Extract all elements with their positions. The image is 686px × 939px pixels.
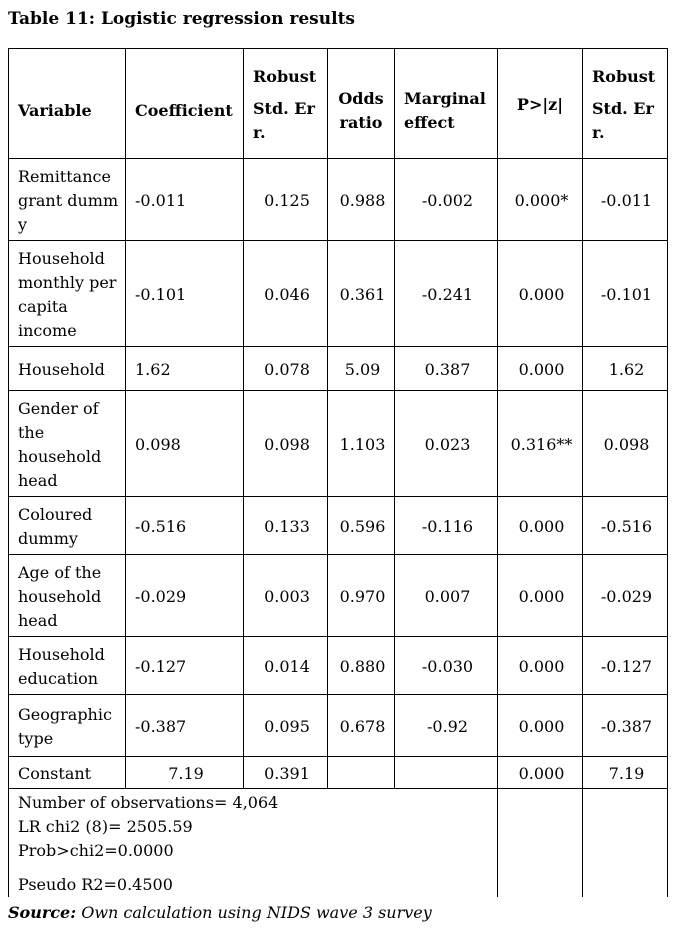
cell-p-value: 0.000 (498, 497, 583, 555)
cell-coefficient: -0.387 (126, 695, 244, 757)
footer-row (9, 789, 668, 898)
cell-robust-se-2: 1.62 (583, 347, 668, 391)
table-row (9, 555, 668, 637)
cell-coefficient: -0.127 (126, 637, 244, 695)
cell-p-value: 0.000* (498, 159, 583, 241)
pseudo-r2-stat: Pseudo R2=0.4500 (18, 875, 173, 894)
cell-marginal-effect: 0.387 (395, 347, 498, 391)
cell-odds-ratio: 0.970 (328, 555, 395, 637)
header-robust-se (244, 49, 328, 159)
cell-robust-se: 0.391 (244, 757, 328, 789)
cell-p-value: 0.316** (498, 391, 583, 497)
prob-chi2-stat: Prob>chi2=0.0000 (18, 841, 174, 860)
cell-robust-se-2: 0.098 (583, 391, 668, 497)
header-robust-se-line2: Std. Err. (253, 99, 315, 142)
cell-variable: Household (9, 347, 126, 391)
header-row (9, 49, 668, 159)
cell-coefficient: 7.19 (126, 757, 244, 789)
regression-table (8, 48, 668, 897)
source-label: Source: (8, 903, 77, 922)
cell-robust-se: 0.078 (244, 347, 328, 391)
cell-p-value: 0.000 (498, 637, 583, 695)
table-row (9, 241, 668, 347)
cell-robust-se: 0.014 (244, 637, 328, 695)
cell-variable: Household education (9, 637, 126, 695)
model-statistics (9, 789, 498, 898)
source-text: Own calculation using NIDS wave 3 survey (76, 903, 432, 922)
cell-odds-ratio: 0.988 (328, 159, 395, 241)
cell-variable: Remittance grant dummy (9, 159, 126, 241)
table-caption: Table 11: Logistic regression results (8, 9, 355, 29)
header-marginal-effect: Marginal effect (395, 49, 498, 159)
cell-robust-se: 0.133 (244, 497, 328, 555)
cell-marginal-effect: -0.030 (395, 637, 498, 695)
header-coefficient: Coefficient (126, 49, 244, 159)
lr-chi2-stat: LR chi2 (8)= 2505.59 (18, 817, 193, 836)
cell-variable: Constant (9, 757, 126, 789)
cell-odds-ratio: 1.103 (328, 391, 395, 497)
header-odds-ratio: Odds ratio (328, 49, 395, 159)
cell-marginal-effect: 0.007 (395, 555, 498, 637)
cell-odds-ratio: 0.678 (328, 695, 395, 757)
cell-robust-se: 0.095 (244, 695, 328, 757)
cell-variable: Gender of the household head (9, 391, 126, 497)
cell-odds-ratio (328, 757, 395, 789)
table-row (9, 391, 668, 497)
cell-marginal-effect: 0.023 (395, 391, 498, 497)
cell-coefficient: 1.62 (126, 347, 244, 391)
table-row (9, 757, 668, 789)
footer-empty-cell (583, 789, 668, 898)
cell-marginal-effect: -0.92 (395, 695, 498, 757)
cell-robust-se-2: 7.19 (583, 757, 668, 789)
cell-marginal-effect: -0.002 (395, 159, 498, 241)
cell-coefficient: -0.029 (126, 555, 244, 637)
table-row (9, 695, 668, 757)
cell-variable: Coloured dummy (9, 497, 126, 555)
header-variable: Variable (9, 49, 126, 159)
cell-coefficient: -0.101 (126, 241, 244, 347)
cell-variable: Age of the household head (9, 555, 126, 637)
table-row (9, 497, 668, 555)
cell-robust-se-2: -0.101 (583, 241, 668, 347)
cell-variable: Geographic type (9, 695, 126, 757)
cell-variable: Household monthly per capita income (9, 241, 126, 347)
cell-robust-se-2: -0.011 (583, 159, 668, 241)
cell-coefficient: 0.098 (126, 391, 244, 497)
cell-p-value: 0.000 (498, 757, 583, 789)
cell-robust-se-2: -0.516 (583, 497, 668, 555)
table-row (9, 159, 668, 241)
header-p-value: P>|z| (498, 49, 583, 159)
cell-coefficient: -0.516 (126, 497, 244, 555)
cell-p-value: 0.000 (498, 695, 583, 757)
header-robust-se-2-line2: Std. Err. (592, 99, 654, 142)
cell-odds-ratio: 5.09 (328, 347, 395, 391)
cell-p-value: 0.000 (498, 241, 583, 347)
header-robust-se-2-line1: Robust (592, 67, 656, 86)
cell-odds-ratio: 0.361 (328, 241, 395, 347)
footer-empty-cell (498, 789, 583, 898)
cell-marginal-effect (395, 757, 498, 789)
cell-robust-se: 0.125 (244, 159, 328, 241)
cell-robust-se-2: -0.387 (583, 695, 668, 757)
cell-robust-se-2: -0.029 (583, 555, 668, 637)
cell-p-value: 0.000 (498, 555, 583, 637)
cell-odds-ratio: 0.596 (328, 497, 395, 555)
cell-coefficient: -0.011 (126, 159, 244, 241)
cell-robust-se-2: -0.127 (583, 637, 668, 695)
cell-p-value: 0.000 (498, 347, 583, 391)
cell-odds-ratio: 0.880 (328, 637, 395, 695)
source-note (8, 903, 432, 922)
header-robust-se-2 (583, 49, 668, 159)
cell-robust-se: 0.046 (244, 241, 328, 347)
header-robust-se-line1: Robust (253, 67, 317, 86)
cell-marginal-effect: -0.116 (395, 497, 498, 555)
cell-robust-se: 0.003 (244, 555, 328, 637)
observations-stat: Number of observations= 4,064 (18, 793, 279, 812)
cell-marginal-effect: -0.241 (395, 241, 498, 347)
cell-robust-se: 0.098 (244, 391, 328, 497)
table-row (9, 347, 668, 391)
table-row (9, 637, 668, 695)
